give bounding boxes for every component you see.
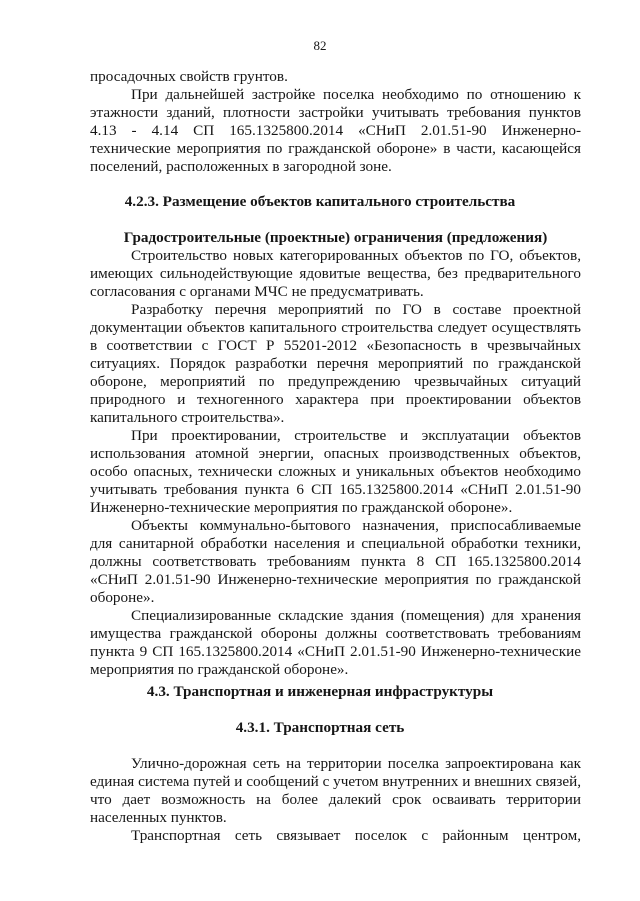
paragraph-line: поселений, расположенных в загородной зоне. (90, 158, 392, 175)
paragraph-line: в соответствии с ГОСТ Р 55201-2012 «Безопасность в чрезвычайных (90, 337, 581, 354)
page-number: 82 (313, 38, 327, 53)
paragraph-line: имеющих сильнодействующие ядовитые вещества, без предварительного (90, 265, 581, 282)
paragraph-line: При дальнейшей застройке поселка необходимо по отношению к (131, 86, 581, 103)
paragraph-line: технические мероприятия по гражданской обороне» в части, касающейся (90, 140, 581, 157)
paragraph-line: обороне, мероприятий по предупреждению чрезвычайных ситуаций (90, 373, 581, 390)
paragraph-line: природного и техногенного характера при проектировании объектов (90, 391, 581, 408)
paragraph-line: капитального строительства». (90, 409, 285, 426)
paragraph-line: этажности зданий, плотности застройки учитывать требования пунктов (90, 104, 581, 121)
paragraph-line: Транспортная сеть связывает поселок с районным центром, (131, 827, 581, 844)
paragraph-line: учитывать требования пункта 6 СП 165.1325800.2014 «СНиП 2.01.51-90 (90, 481, 581, 498)
paragraph-line: «СНиП 2.01.51-90 Инженерно-технические мероприятия по гражданской (90, 571, 581, 588)
paragraph-line: населенных пунктов. (90, 809, 227, 826)
section-heading-4-3-1: 4.3.1. Транспортная сеть (235, 719, 405, 736)
paragraph-line: должны соответствовать требованиям пункта 8 СП 165.1325800.2014 (90, 553, 581, 570)
paragraph-line: просадочных свойств грунтов. (90, 68, 288, 85)
subheading-grad-constraints: Градостроительные (проектные) ограничения (предложения) (123, 229, 548, 246)
paragraph-line: Специализированные складские здания (помещения) для хранения (131, 607, 581, 624)
paragraph-line: Строительство новых категорированных объектов по ГО, объектов, (131, 247, 581, 264)
paragraph-line: Объекты коммунально-бытового назначения, приспосабливаемые (131, 517, 581, 534)
paragraph-line: что дает возможность на более далекий срок осваивать территории (90, 791, 581, 808)
paragraph-line: При проектировании, строительстве и эксплуатации объектов (131, 427, 581, 444)
paragraph-line: Разработку перечня мероприятий по ГО в составе проектной (131, 301, 581, 318)
section-heading-4-3: 4.3. Транспортная и инженерная инфраструктуры (146, 683, 494, 700)
paragraph-line: для санитарной обработки населения и специальной обработки техники, (90, 535, 581, 552)
section-heading-4-2-3: 4.2.3. Размещение объектов капитального строительства (124, 193, 516, 210)
paragraph-line: использования атомной энергии, опасных производственных объектов, (90, 445, 581, 462)
paragraph-line: Улично-дорожная сеть на территории поселка запроектирована как (131, 755, 581, 772)
paragraph-line: 4.13 - 4.14 СП 165.1325800.2014 «СНиП 2.01.51-90 Инженерно- (90, 122, 581, 139)
paragraph-line: мероприятия по гражданской обороне». (90, 661, 349, 678)
paragraph-line: Инженерно-технические мероприятия по гражданской обороне». (90, 499, 513, 516)
paragraph-line: документации объектов капитального строительства следует осуществлять (90, 319, 581, 336)
paragraph-line: единая система путей и сообщений с учетом внутренних и внешних связей, (90, 773, 581, 790)
paragraph-line: особо опасных, технически сложных и уникальных объектов необходимо (90, 463, 581, 480)
paragraph-line: обороне». (90, 589, 155, 606)
paragraph-line: ситуациях. Порядок разработки перечня мероприятий по гражданской (90, 355, 581, 372)
paragraph-line: имущества гражданской обороны должны соответствовать требованиям (90, 625, 581, 642)
paragraph-line: пункта 9 СП 165.1325800.2014 «СНиП 2.01.51-90 Инженерно-технические (90, 643, 581, 660)
paragraph-line: согласования с органами МЧС не предусматривать. (90, 283, 424, 300)
